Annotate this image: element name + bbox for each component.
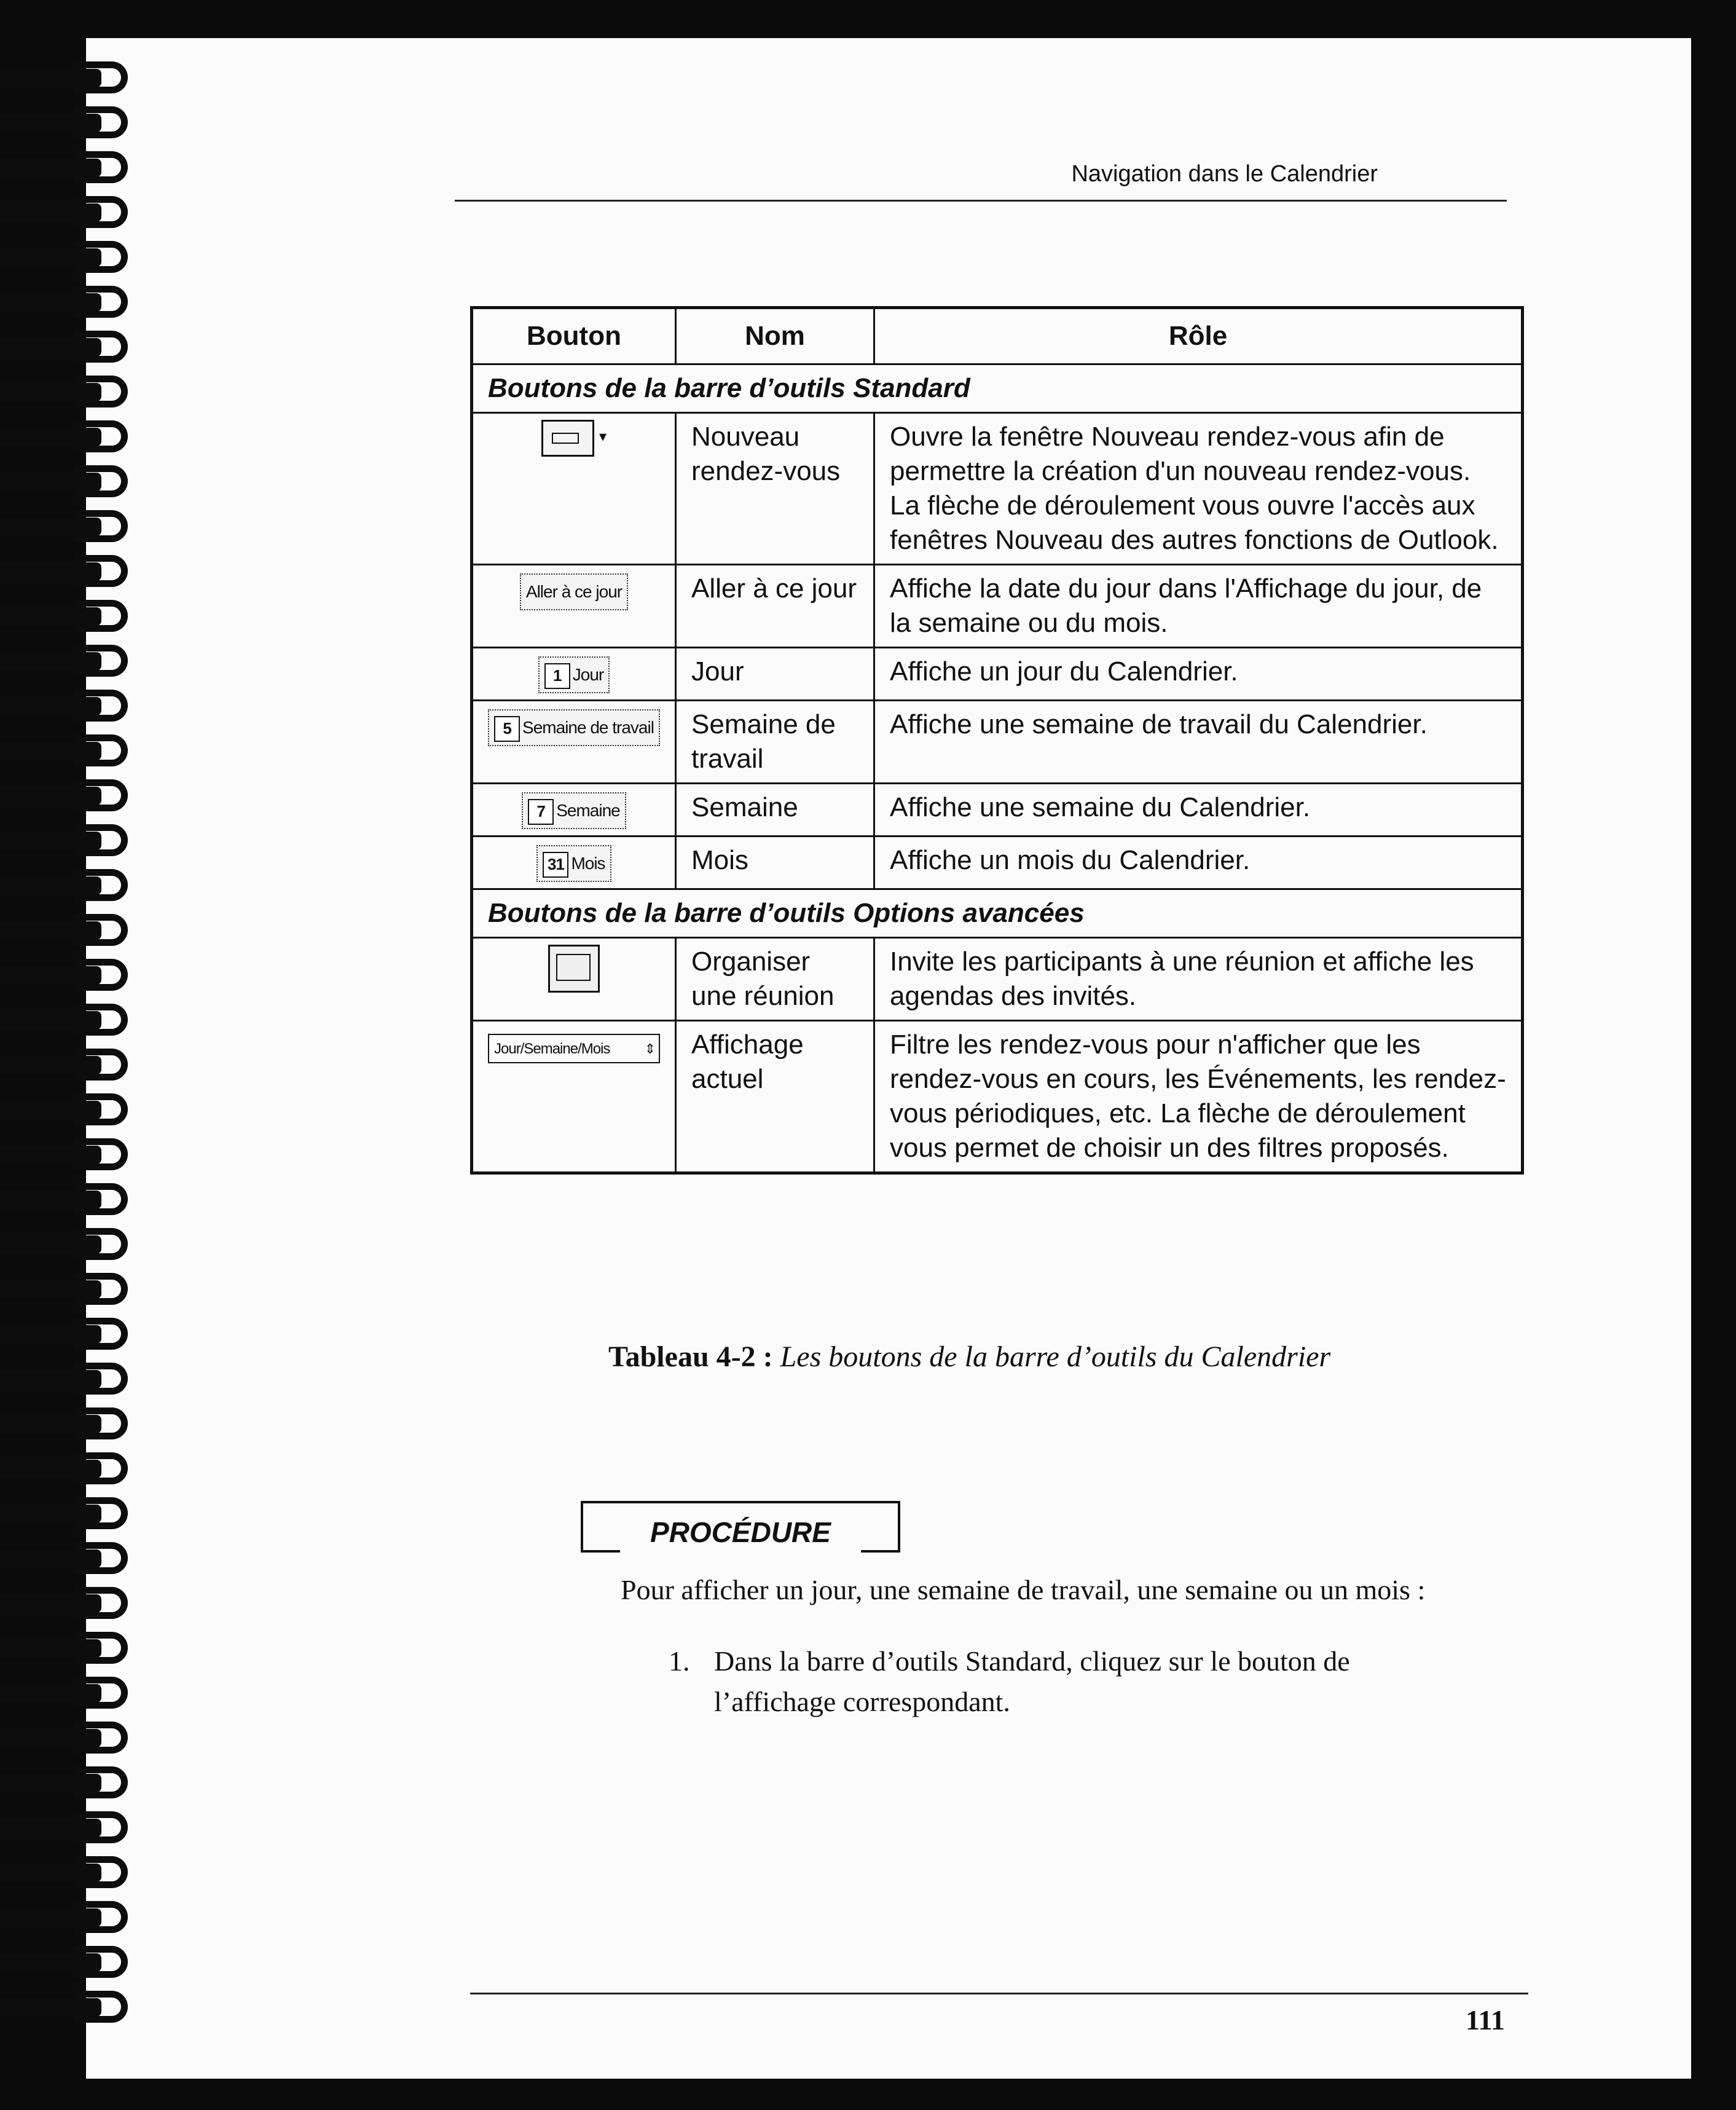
step-number: 1. <box>669 1645 690 1677</box>
table-row <box>472 648 1523 701</box>
nom-cell: Semaine <box>676 784 874 837</box>
section-title-standard: Boutons de la barre d’outils Standard <box>472 364 1523 413</box>
binding-loop <box>74 600 128 632</box>
role-cell: Affiche une semaine du Calendrier. <box>874 784 1523 837</box>
table-row <box>472 701 1523 784</box>
nom-cell: Mois <box>676 837 874 889</box>
button-cell <box>472 784 676 837</box>
button-label: Mois <box>571 854 605 873</box>
caption-label: Tableau 4-2 : <box>608 1340 773 1373</box>
header-rule <box>455 200 1507 202</box>
binding-loop <box>74 555 128 587</box>
button-label: Semaine de travail <box>522 718 654 737</box>
combo-label: Jour/Semaine/Mois <box>494 1041 610 1057</box>
binding-loop <box>74 690 128 722</box>
binding-loop <box>74 914 128 946</box>
binding-loop <box>74 1946 128 1978</box>
binding-loop <box>74 241 128 273</box>
binding-loop <box>74 1407 128 1439</box>
binding-loop <box>74 1452 128 1484</box>
binding-loop <box>74 734 128 766</box>
section-row-standard <box>472 364 1523 413</box>
binding-loop <box>74 959 128 991</box>
table-row <box>472 413 1523 565</box>
calendar-number-icon: 31 <box>543 852 568 878</box>
step-text: Dans la barre d’outils Standard, cliquez sur le bouton de l’affichage correspondant. <box>714 1645 1350 1717</box>
binding-loop <box>74 779 128 811</box>
section-title-advanced: Boutons de la barre d’outils Options avancées <box>472 889 1523 938</box>
button-cell <box>472 837 676 889</box>
binding-loop <box>74 1991 128 2023</box>
button-label: Semaine <box>556 801 620 820</box>
table-row <box>472 565 1523 648</box>
header-bouton: Bouton <box>472 308 676 364</box>
table-row <box>472 1021 1523 1173</box>
calendar-number-icon: 1 <box>544 663 570 689</box>
table-header-row <box>472 308 1523 364</box>
binding-loop <box>74 1722 128 1754</box>
binding-loop <box>74 869 128 901</box>
current-view-combo-icon <box>488 1034 660 1063</box>
procedure-label: PROCÉDURE <box>650 1516 831 1548</box>
nom-cell: Organiser une réunion <box>676 938 874 1021</box>
new-appointment-icon <box>541 420 594 457</box>
binding-loop <box>74 61 128 93</box>
binding-loop <box>74 510 128 542</box>
page-number: 111 <box>1466 2004 1505 2036</box>
header-nom: Nom <box>676 308 874 364</box>
table-row <box>472 837 1523 889</box>
binding-loop <box>74 1901 128 1933</box>
nom-cell: Nouveau rendez-vous <box>676 413 874 565</box>
chevron-down-icon: ⇕ <box>644 1041 655 1057</box>
nom-cell: Semaine de travail <box>676 701 874 784</box>
binding-loop <box>74 1542 128 1574</box>
book-page <box>86 38 1691 2079</box>
calendar-number-icon: 7 <box>528 799 554 825</box>
day-view-icon <box>538 656 610 693</box>
binding-loop <box>74 1273 128 1305</box>
button-label: Jour <box>572 665 604 684</box>
spiral-binding <box>0 61 147 2053</box>
caption-text: Les boutons de la barre d’outils du Calendrier <box>780 1340 1331 1373</box>
binding-loop <box>74 331 128 363</box>
table-row <box>472 938 1523 1021</box>
go-to-today-icon: Aller à ce jour <box>520 573 628 610</box>
binding-loop <box>74 1004 128 1036</box>
binding-loop <box>74 1587 128 1619</box>
binding-loop <box>74 286 128 318</box>
binding-loop <box>74 465 128 497</box>
button-cell <box>472 565 676 648</box>
binding-loop <box>74 1856 128 1888</box>
binding-loop <box>74 1632 128 1664</box>
binding-loop <box>74 1677 128 1709</box>
binding-loop <box>74 1183 128 1215</box>
binding-loop <box>74 1811 128 1843</box>
button-cell <box>472 1021 676 1173</box>
binding-loop <box>74 1497 128 1529</box>
binding-loop <box>74 645 128 677</box>
role-cell: Affiche la date du jour dans l'Affichage du jour, de la semaine ou du mois. <box>874 565 1523 648</box>
nom-cell: Aller à ce jour <box>676 565 874 648</box>
binding-loop <box>74 1766 128 1798</box>
button-cell <box>472 701 676 784</box>
table-caption <box>608 1340 1330 1374</box>
procedure-intro: Pour afficher un jour, une semaine de travail, une semaine ou un mois : <box>621 1574 1426 1605</box>
role-cell: Ouvre la fenêtre Nouveau rendez-vous afin de permettre la création d'un nouveau rendez-vous. La flèche de déroulement vous ouvre l'accès aux fenêtres Nouveau des autres fonctions de Outlook. <box>874 413 1523 565</box>
month-view-icon <box>536 845 611 882</box>
work-week-view-icon <box>488 709 660 746</box>
button-cell <box>472 413 676 565</box>
procedure-step <box>669 1641 1467 1722</box>
binding-loop <box>74 1049 128 1081</box>
role-cell: Filtre les rendez-vous pour n'afficher que les rendez-vous en cours, les Événements, les rendez-vous périodiques, etc. La flèche de déroulement vous permet de choisir un des filtres proposés. <box>874 1021 1523 1173</box>
toolbar-buttons-table <box>470 306 1524 1175</box>
binding-loop <box>74 420 128 452</box>
header-role: Rôle <box>874 308 1523 364</box>
binding-loop <box>74 196 128 228</box>
button-cell <box>472 648 676 701</box>
calendar-number-icon: 5 <box>494 716 520 742</box>
running-head: Navigation dans le Calendrier <box>1071 161 1378 187</box>
binding-loop <box>74 1363 128 1395</box>
binding-loop <box>74 376 128 407</box>
role-cell: Affiche un jour du Calendrier. <box>874 648 1523 701</box>
section-row-advanced <box>472 889 1523 938</box>
binding-loop <box>74 1228 128 1260</box>
binding-loop <box>74 151 128 183</box>
role-cell: Affiche un mois du Calendrier. <box>874 837 1523 889</box>
binding-loop <box>74 1093 128 1125</box>
role-cell: Affiche une semaine de travail du Calendrier. <box>874 701 1523 784</box>
week-view-icon <box>522 792 626 829</box>
footer-rule <box>470 1993 1528 1994</box>
procedure-box <box>581 1501 900 1549</box>
binding-loop <box>74 824 128 856</box>
button-cell <box>472 938 676 1021</box>
chevron-down-icon: ▾ <box>599 428 607 445</box>
binding-loop <box>74 1318 128 1350</box>
role-cell: Invite les participants à une réunion et affiche les agendas des invités. <box>874 938 1523 1021</box>
binding-loop <box>74 1138 128 1170</box>
nom-cell: Jour <box>676 648 874 701</box>
table-row <box>472 784 1523 837</box>
plan-meeting-icon <box>548 945 600 993</box>
binding-loop <box>74 106 128 138</box>
nom-cell: Affichage actuel <box>676 1021 874 1173</box>
